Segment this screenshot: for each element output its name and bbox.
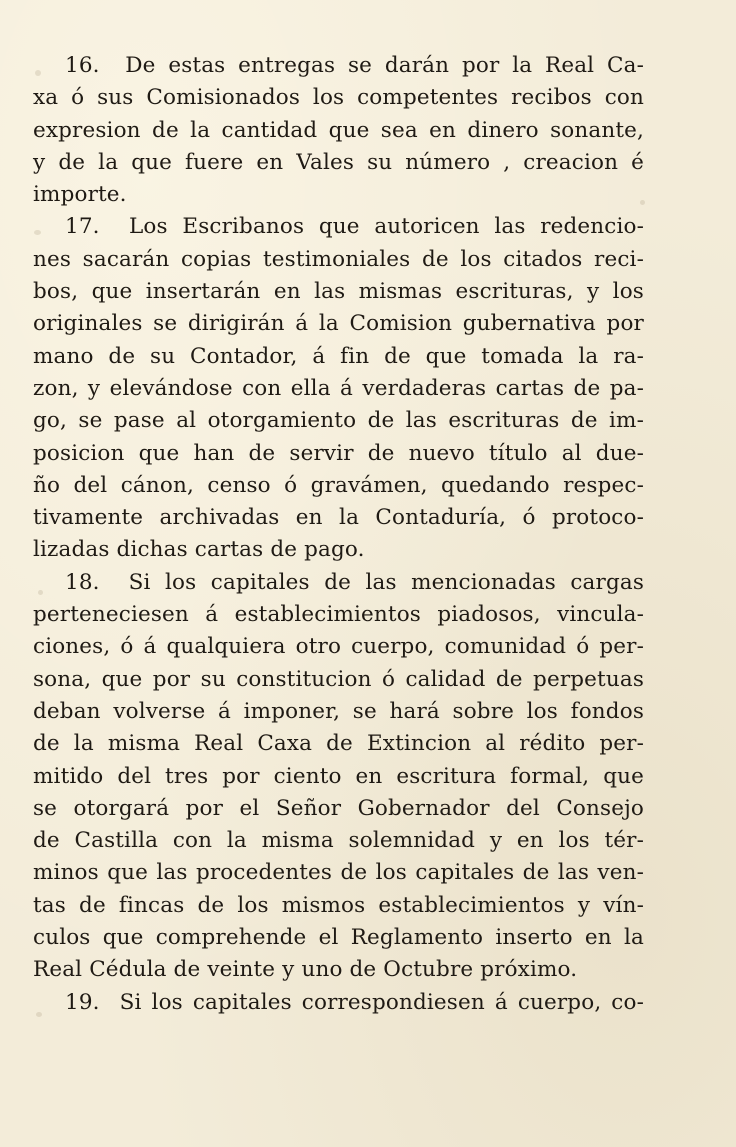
paragraph-18-line-7: mitido del tres por ciento en escritura formal, que xyxy=(33,763,644,789)
paragraph-19-line-1 xyxy=(33,987,644,1019)
paper-stain xyxy=(34,230,41,235)
line-text: Los Escribanos que autoricen las redencio- xyxy=(129,214,645,240)
paragraph-18-number: 18. xyxy=(65,569,100,595)
paragraph-17-line-8: posicion que han de servir de nuevo título al due- xyxy=(33,440,644,466)
paper-stain xyxy=(38,590,43,595)
paragraph-16-number: 16. xyxy=(65,53,100,78)
paragraph-17-line-5: mano de su Contador, á fin de que tomada la ra- xyxy=(33,343,644,369)
paragraph-18-line-3: ciones, ó á qualquiera otro cuerpo, comunidad ó per- xyxy=(33,634,644,660)
paragraph-17-line-3: bos, que insertarán en las mismas escrituras, y los xyxy=(33,279,644,305)
paragraph-18-line-11: tas de fincas de los mismos establecimientos y vín- xyxy=(33,892,644,918)
paragraph-16-line-2: xa ó sus Comisionados los competentes recibos con xyxy=(33,85,644,111)
paragraph-18-line-9: de Castilla con la misma solemnidad y en los tér- xyxy=(33,828,644,854)
paragraph-17-line-11: lizadas dichas cartas de pago. xyxy=(33,537,365,563)
paper-stain xyxy=(640,200,645,205)
paragraph-18-line-12: culos que comprehende el Reglamento inserto en la xyxy=(33,925,644,951)
paragraph-17-line-2: nes sacarán copias testimoniales de los citados reci- xyxy=(33,246,644,272)
paragraph-18-line-2: perteneciesen á establecimientos piadosos, vincula- xyxy=(33,602,644,628)
paragraph-18-line-1 xyxy=(33,567,644,599)
paragraph-19-number: 19. xyxy=(65,989,100,1015)
line-text: Si los capitales correspondiesen á cuerpo, co- xyxy=(119,989,644,1015)
paragraph-17-line-7: go, se pase al otorgamiento de las escrituras de im- xyxy=(33,408,644,434)
paragraph-16-line-3: expresion de la cantidad que sea en dinero sonante, xyxy=(33,117,644,143)
paragraph-18-line-4: sona, que por su constitucion ó calidad de perpetuas xyxy=(33,666,644,692)
paragraph-17-line-10: tivamente archivadas en la Contaduría, ó protoco- xyxy=(33,505,644,531)
line-text: Si los capitales de las mencionadas cargas xyxy=(128,569,645,595)
paper-stain xyxy=(36,1012,42,1017)
paragraph-17-number: 17. xyxy=(65,214,100,240)
paragraph-18-line-13: Real Cédula de veinte y uno de Octubre próximo. xyxy=(33,957,578,983)
document-text xyxy=(33,50,644,1019)
paragraph-17-line-4: originales se dirigirán á la Comision gubernativa por xyxy=(33,311,644,337)
paper-stain xyxy=(35,70,41,76)
paragraph-17-line-9: ño del cánon, censo ó gravámen, quedando respec- xyxy=(33,472,644,498)
line-text: De estas entregas se darán por la Real Ca- xyxy=(125,53,645,78)
paragraph-18-line-8: se otorgará por el Señor Gobernador del Consejo xyxy=(33,795,644,821)
paragraph-18-line-10: minos que las procedentes de los capitales de las ven- xyxy=(33,860,644,886)
paragraph-17-line-1 xyxy=(33,211,644,243)
paragraph-18-line-6: de la misma Real Caxa de Extincion al rédito per- xyxy=(33,731,644,757)
paragraph-16-line-5: importe. xyxy=(33,182,127,208)
paragraph-18-line-5: deban volverse á imponer, se hará sobre los fondos xyxy=(33,698,644,724)
paragraph-16-line-4: y de la que fuere en Vales su número , creacion é xyxy=(33,149,644,175)
paragraph-16-line-1 xyxy=(33,50,644,82)
paragraph-17-line-6: zon, y elevándose con ella á verdaderas cartas de pa- xyxy=(33,375,644,401)
